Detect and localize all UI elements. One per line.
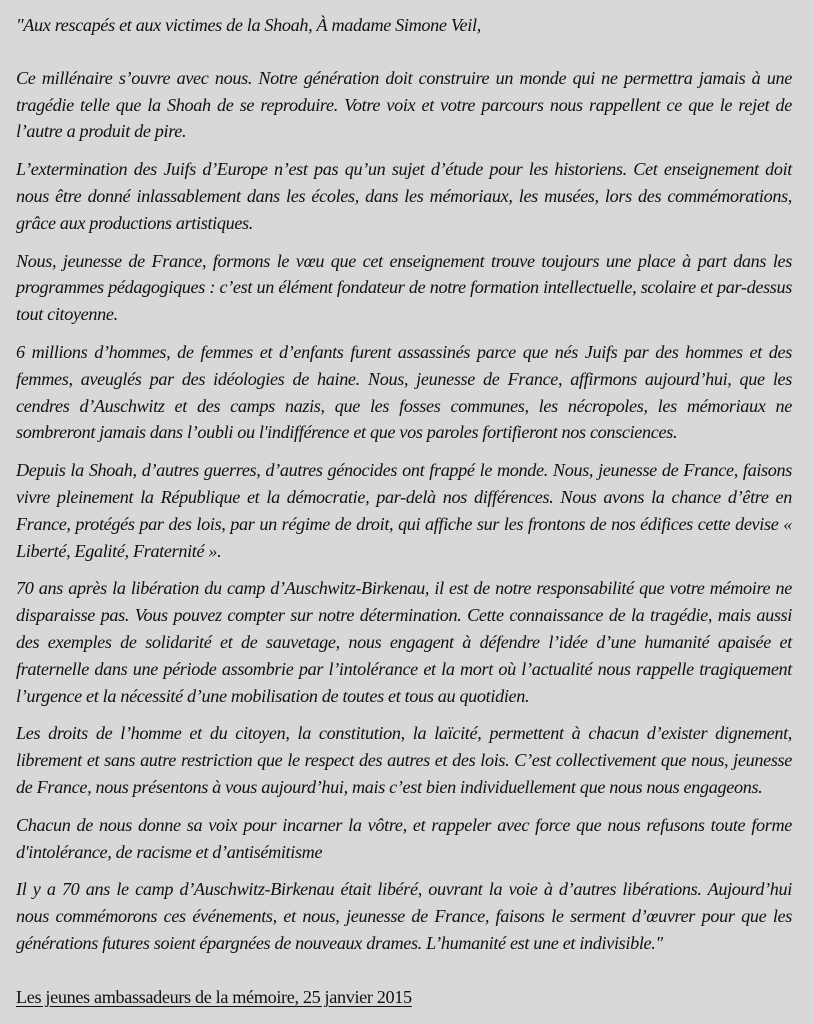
paragraph-8: Chacun de nous donne sa voix pour incarner la vôtre, et rappeler avec force que nous refusons toute forme d'intolérance, de racisme et d’antisémitisme bbox=[16, 814, 792, 862]
paragraph-6: 70 ans après la libération du camp d’Auschwitz-Birkenau, il est de notre responsabilité que votre mémoire ne disparaisse pas. Vous pouvez compter sur notre détermination. Cette connaissance de la tragédie, mais aussi des exemples de solidarité et de sauvetage, nous engagent à défendre l’idée d’une humanité apaisée et fraternelle dans une période assombrie par l’intolérance et la mort où l’actualité nous rappelle tragiquement l’urgence et la nécessité d’une mobilisation de toutes et tous au quotidien. bbox=[16, 578, 792, 706]
paragraph-1: Ce millénaire s’ouvre avec nous. Notre génération doit construire un monde qui ne permettra jamais à une tragédie telle que la Shoah de se reproduire. Votre voix et votre parcours nous rappellent ce que le rejet de l’autre a produit de pire. bbox=[16, 67, 792, 142]
paragraph-3: Nous, jeunesse de France, formons le vœu que cet enseignement trouve toujours une place à part dans les programmes pédagogiques : c’est un élément fondateur de notre formation intellectuelle, scolaire et par-dessus tout citoyenne. bbox=[16, 250, 792, 325]
paragraph-4: 6 millions d’hommes, de femmes et d’enfants furent assassinés parce que nés Juifs par des hommes et des femmes, aveuglés par des idéologies de haine. Nous, jeunesse de France, affirmons aujourd’hui, que les cendres d’Auschwitz et des camps nazis, que les fosses communes, les nécropoles, les mémoriaux ne sombreront jamais dans l’oubli ou l'indifférence et que vos paroles fortifieront nos consciences. bbox=[16, 341, 792, 443]
paragraph-5: Depuis la Shoah, d’autres guerres, d’autres génocides ont frappé le monde. Nous, jeunesse de France, faisons vivre pleinement la République et la démocratie, par-delà nos différences. Nous avons la chance d’être en France, protégés par des lois, par un régime de droit, qui affiche sur les frontons de nos édifices cette devise « Liberté, Egalité, Fraternité ». bbox=[16, 460, 792, 561]
paragraph-2: L’extermination des Juifs d’Europe n’est pas qu’un sujet d’étude pour les historiens. Cet enseignement doit nous être donné inlassablement dans les écoles, dans les mémoriaux, les musées, lors des commémorations, grâce aux productions artistiques. bbox=[16, 159, 792, 233]
signature: Les jeunes ambassadeurs de la mémoire, 25 janvier 2015 bbox=[16, 987, 412, 1007]
paragraph-7: Les droits de l’homme et du citoyen, la constitution, la laïcité, permettent à chacun d’exister dignement, librement et sans autre restriction que le respect des autres et des lois. C’est collectivement que nous, jeunesse de France, nous présentons à vous aujourd’hui, mais c’est bien individuellement que nous nous engageons. bbox=[16, 723, 792, 797]
salutation: "Aux rescapés et aux victimes de la Shoah, À madame Simone Veil, bbox=[16, 15, 481, 35]
paragraph-9: Il y a 70 ans le camp d’Auschwitz-Birkenau était libéré, ouvrant la voie à d’autres libérations. Aujourd’hui nous commémorons ces événements, et nous, jeunesse de France, faisons le serment d’œuvrer pour que les générations futures soient épargnées de nouveaux drames. L’humanité est une et indivisible." bbox=[16, 879, 792, 953]
letter-body bbox=[16, 0, 792, 968]
